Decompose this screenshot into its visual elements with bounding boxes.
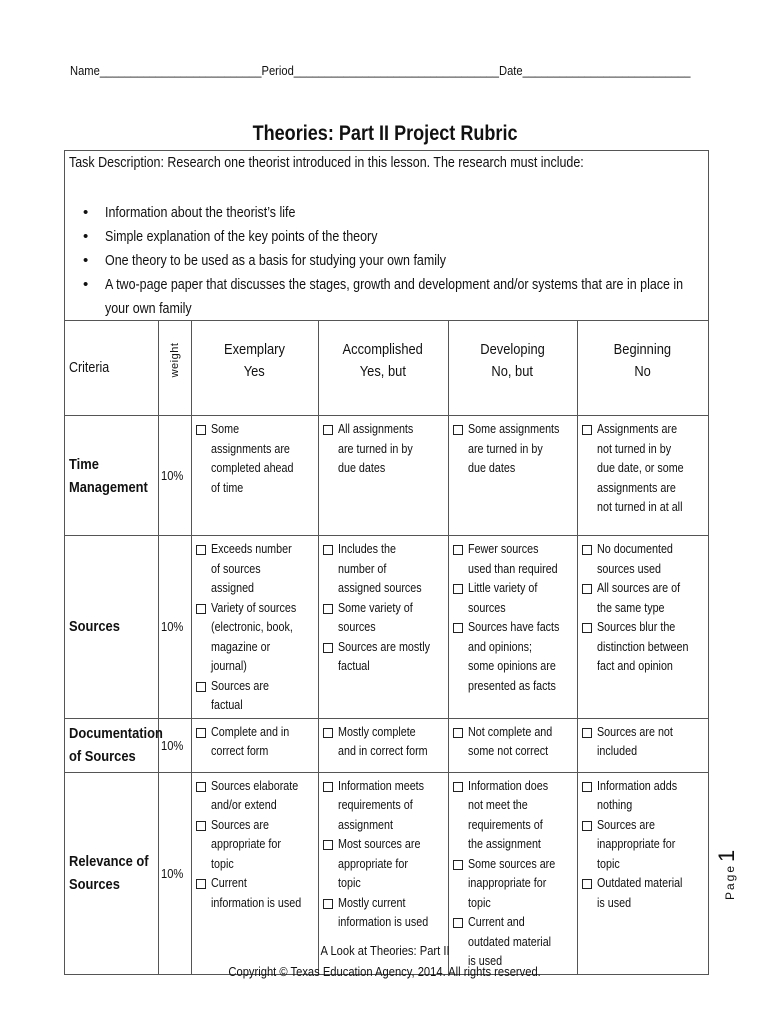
page-label: Page <box>723 863 737 900</box>
task-description-text: Task Description: Research one theorist introduced in this lesson. The research must include: <box>69 155 584 171</box>
checkbox[interactable] <box>453 918 463 928</box>
checkbox[interactable] <box>582 545 592 555</box>
checkbox-item: Some sources are inappropriate for topic <box>453 855 575 914</box>
task-requirement-item: • Simple explanation of the key points of the theory <box>81 225 701 249</box>
checkbox[interactable] <box>323 545 333 555</box>
checkbox[interactable] <box>323 782 333 792</box>
checkbox[interactable] <box>196 545 206 555</box>
name-period-date-text: Name__________________________Period_________________________________Date___________________________ <box>70 63 691 78</box>
checkbox[interactable] <box>453 860 463 870</box>
level-header-exemplary: Exemplary Yes <box>191 321 318 416</box>
checkbox[interactable] <box>582 879 592 889</box>
rubric-row-sources <box>65 536 708 719</box>
criterion-weight: 10% <box>158 718 191 772</box>
task-requirement-item: • A two-page paper that discusses the stages, growth and development and/or systems that are in place in your own family <box>81 273 701 321</box>
checkbox-item: Some assignments are turned in by due dates <box>453 420 575 479</box>
rubric-cell-accomplished <box>318 416 448 536</box>
checkbox-item: Sources have facts and opinions; some opinions are presented as facts <box>453 618 575 696</box>
rubric-cell-beginning <box>577 536 708 719</box>
criterion-label: Time Management <box>65 416 158 536</box>
checkbox-item: Outdated material is used <box>582 874 707 913</box>
level-header-beginning: Beginning No <box>577 321 708 416</box>
checkbox[interactable] <box>196 821 206 831</box>
criterion-weight: 10% <box>158 416 191 536</box>
checkbox[interactable] <box>453 728 463 738</box>
task-description <box>69 155 668 171</box>
checkbox-item: Some assignments are completed ahead of time <box>196 420 316 498</box>
criterion-label: Documentation of Sources <box>65 718 158 772</box>
checkbox[interactable] <box>196 879 206 889</box>
page-title <box>0 122 770 146</box>
rubric-frame <box>64 150 709 975</box>
checkbox-item: Includes the number of assigned sources <box>323 540 446 599</box>
footer-copyright: Copyright © Texas Education Agency, 2014. All rights reserved. <box>228 964 542 979</box>
footer <box>0 940 770 982</box>
checkbox-item: Some variety of sources <box>323 599 446 638</box>
criterion-weight: 10% <box>158 536 191 719</box>
rubric-row-documentation <box>65 718 708 772</box>
checkbox-item: Most sources are appropriate for topic <box>323 835 446 894</box>
checkbox-item: Exceeds number of sources assigned <box>196 540 316 599</box>
checkbox[interactable] <box>323 604 333 614</box>
checkbox-item: Information meets requirements of assignment <box>323 777 446 836</box>
checkbox[interactable] <box>323 899 333 909</box>
rubric-row-time-management <box>65 416 708 536</box>
checkbox-item: Little variety of sources <box>453 579 575 618</box>
rubric-header-row <box>65 321 708 416</box>
checkbox-item: Current and outdated material is used <box>453 913 575 972</box>
checkbox[interactable] <box>323 840 333 850</box>
checkbox-item: Assignments are not turned in by due date, or some assignments are not turned in at all <box>582 420 707 518</box>
rubric-cell-accomplished <box>318 718 448 772</box>
checkbox[interactable] <box>196 728 206 738</box>
checkbox[interactable] <box>196 604 206 614</box>
checkbox[interactable] <box>453 584 463 594</box>
checkbox[interactable] <box>582 425 592 435</box>
checkbox[interactable] <box>196 425 206 435</box>
checkbox-item: Sources blur the distinction between fact and opinion <box>582 618 707 677</box>
footer-title: A Look at Theories: Part II <box>320 943 450 958</box>
rubric-cell-exemplary <box>191 536 318 719</box>
task-requirements-list <box>81 201 701 321</box>
checkbox[interactable] <box>582 728 592 738</box>
level-header-accomplished: Accomplished Yes, but <box>318 321 448 416</box>
rubric-cell-beginning <box>577 718 708 772</box>
rubric-cell-developing <box>448 536 577 719</box>
checkbox[interactable] <box>196 682 206 692</box>
checkbox-item: All assignments are turned in by due dates <box>323 420 446 479</box>
rubric-cell-developing <box>448 416 577 536</box>
checkbox[interactable] <box>196 782 206 792</box>
rubric-cell-accomplished <box>318 536 448 719</box>
checkbox[interactable] <box>323 728 333 738</box>
checkbox[interactable] <box>582 782 592 792</box>
criteria-header: Criteria <box>65 321 158 416</box>
checkbox[interactable] <box>453 782 463 792</box>
checkbox-item: Variety of sources (electronic, book, magazine or journal) <box>196 599 316 677</box>
checkbox-item: Information adds nothing <box>582 777 707 816</box>
checkbox-item: No documented sources used <box>582 540 707 579</box>
criterion-weight: 10% <box>158 772 191 974</box>
checkbox-item: Mostly complete and in correct form <box>323 723 446 762</box>
rubric-cell-exemplary <box>191 416 318 536</box>
checkbox-item: Sources elaborate and/or extend <box>196 777 316 816</box>
checkbox-item: Not complete and some not correct <box>453 723 575 762</box>
checkbox-item: Sources are not included <box>582 723 707 762</box>
task-requirement-item: • One theory to be used as a basis for studying your own family <box>81 249 701 273</box>
page-number-mark <box>714 849 752 918</box>
criterion-label: Relevance of Sources <box>65 772 158 974</box>
name-period-date-line <box>70 63 770 78</box>
weight-header: weight <box>158 321 191 416</box>
task-description-box <box>65 151 708 321</box>
checkbox[interactable] <box>582 623 592 633</box>
checkbox-item: Sources are inappropriate for topic <box>582 816 707 875</box>
rubric-cell-beginning <box>577 416 708 536</box>
task-requirement-item: • Information about the theorist’s life <box>81 201 701 225</box>
criterion-label: Sources <box>65 536 158 719</box>
checkbox[interactable] <box>323 643 333 653</box>
checkbox[interactable] <box>582 821 592 831</box>
checkbox-item: Complete and in correct form <box>196 723 316 762</box>
page-title-text: Theories: Part II Project Rubric <box>252 122 518 145</box>
checkbox-item: Information does not meet the requirements of the assignment <box>453 777 575 855</box>
rubric-cell-exemplary <box>191 718 318 772</box>
checkbox-item: Fewer sources used than required <box>453 540 575 579</box>
checkbox[interactable] <box>453 545 463 555</box>
checkbox-item: All sources are of the same type <box>582 579 707 618</box>
checkbox-item: Sources are appropriate for topic <box>196 816 316 875</box>
checkbox-item: Sources are mostly factual <box>323 638 446 677</box>
checkbox[interactable] <box>453 425 463 435</box>
checkbox-item: Mostly current information is used <box>323 894 446 933</box>
rubric-table <box>65 321 708 974</box>
level-header-developing: Developing No, but <box>448 321 577 416</box>
checkbox[interactable] <box>453 623 463 633</box>
rubric-cell-developing <box>448 718 577 772</box>
page-number: 1 <box>714 849 739 862</box>
checkbox-item: Current information is used <box>196 874 316 913</box>
checkbox[interactable] <box>323 425 333 435</box>
checkbox[interactable] <box>582 584 592 594</box>
checkbox-item: Sources are factual <box>196 677 316 716</box>
